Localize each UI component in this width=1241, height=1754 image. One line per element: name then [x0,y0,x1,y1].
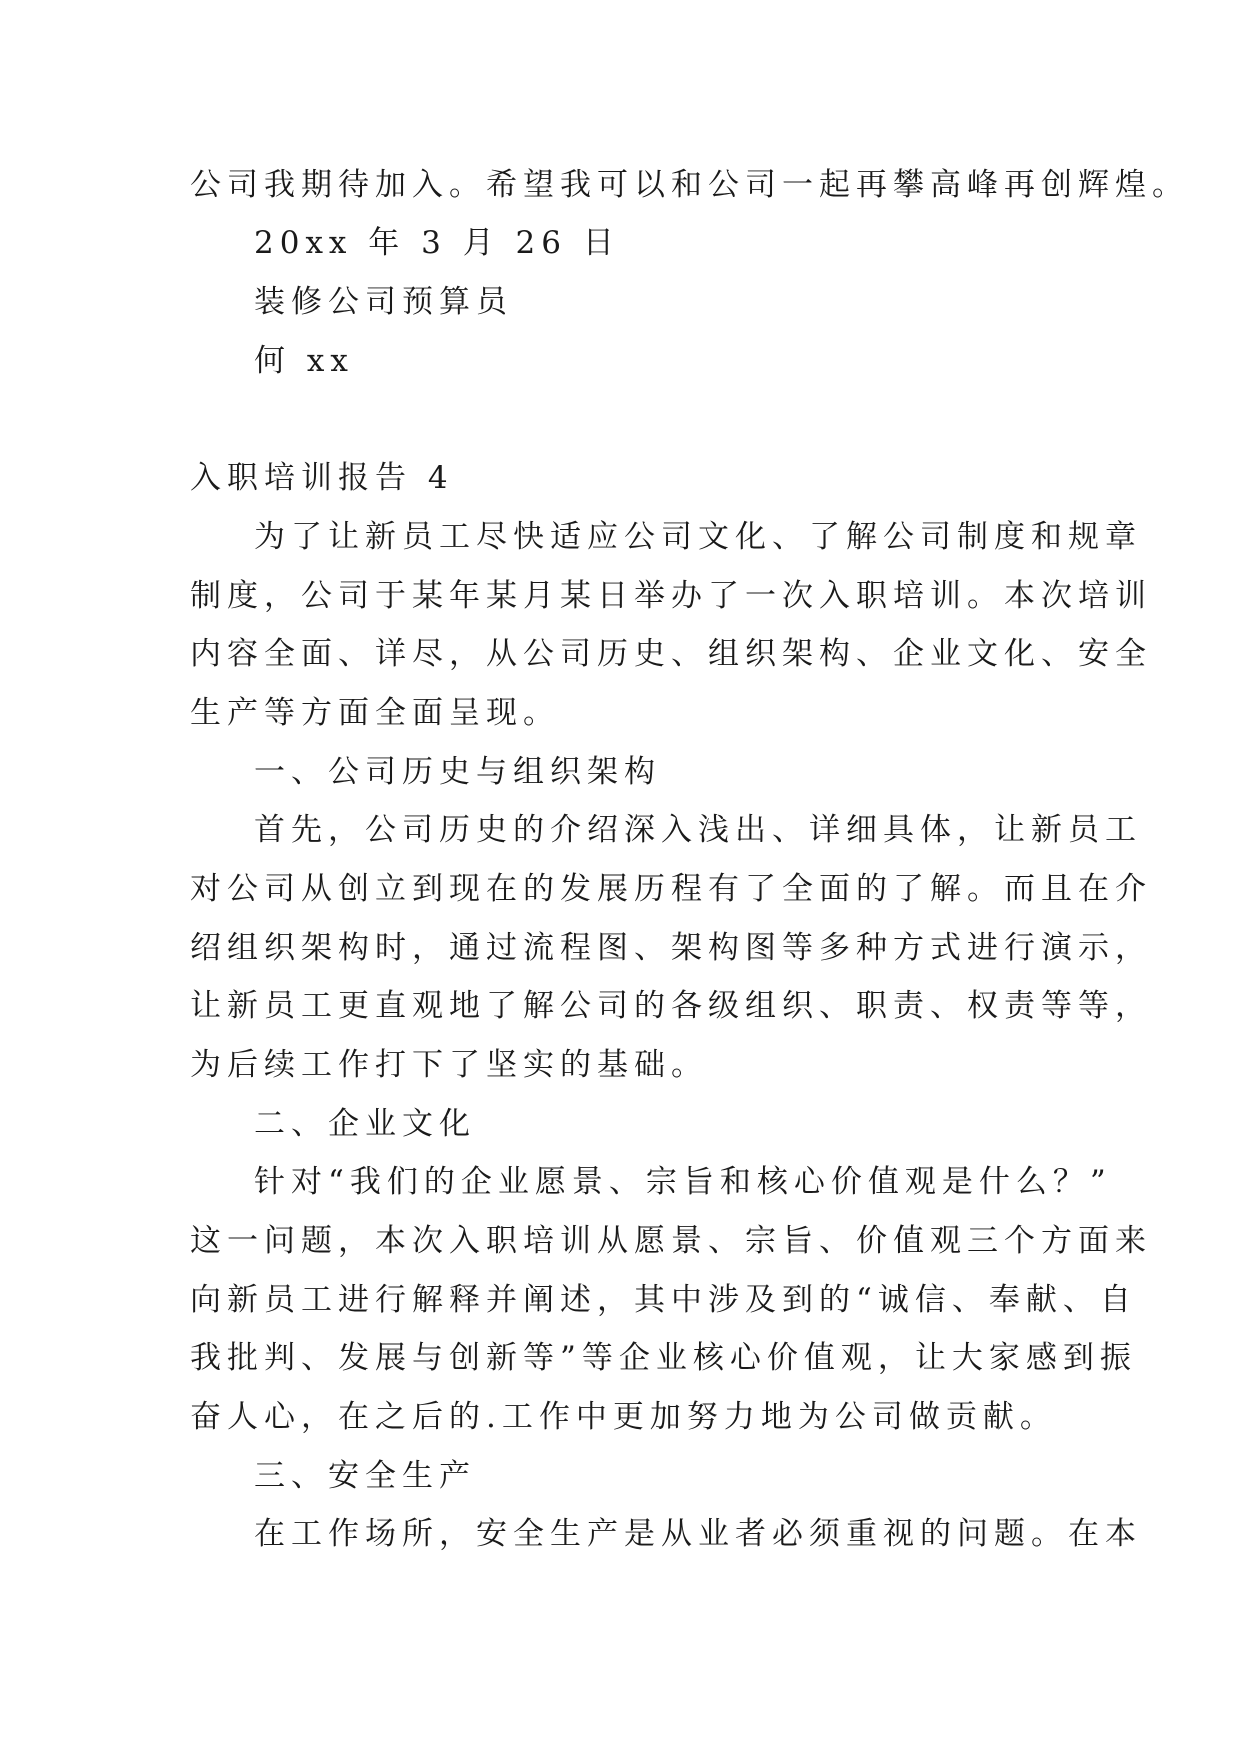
paragraph-line: 首先，公司历史的介绍深入浅出、详细具体，让新员工 [254,812,1142,848]
paragraph-line: 我批判、发展与创新等”等企业核心价值观，让大家感到振 [190,1340,1137,1376]
letter-date: 20xx 年 3 月 26 日 [254,225,620,261]
paragraph-line: 生产等方面全面呈现。 [190,695,560,731]
paragraph-line: 针对“我们的企业愿景、宗旨和核心价值观是什么？” [254,1164,1112,1200]
paragraph-line: 在工作场所，安全生产是从业者必须重视的问题。在本 [254,1516,1142,1552]
subsection-heading-history: 一、公司历史与组织架构 [254,754,661,790]
paragraph-line: 这一问题，本次入职培训从愿景、宗旨、价值观三个方面来 [190,1223,1152,1259]
subsection-heading-safety: 三、安全生产 [254,1458,476,1494]
paragraph-line: 绍组织架构时，通过流程图、架构图等多种方式进行演示， [190,930,1152,966]
subsection-heading-culture: 二、企业文化 [254,1106,476,1142]
signature-name: 何 xx [254,343,354,379]
paragraph-line: 为了让新员工尽快适应公司文化、了解公司制度和规章 [254,519,1142,555]
paragraph-line: 制度，公司于某年某月某日举办了一次入职培训。本次培训 [190,578,1152,614]
signature-position: 装修公司预算员 [254,284,513,320]
paragraph-line: 为后续工作打下了坚实的基础。 [190,1047,708,1083]
closing-line: 公司我期待加入。希望我可以和公司一起再攀高峰再创辉煌。 [190,167,1189,203]
paragraph-line: 内容全面、详尽，从公司历史、组织架构、企业文化、安全 [190,636,1152,672]
section-title: 入职培训报告 4 [190,460,454,496]
paragraph-line: 向新员工进行解释并阐述，其中涉及到的“诚信、奉献、自 [190,1282,1137,1318]
paragraph-line: 让新员工更直观地了解公司的各级组织、职责、权责等等， [190,988,1152,1024]
paragraph-line: 奋人心，在之后的.工作中更加努力地为公司做贡献。 [190,1399,1057,1435]
paragraph-line: 对公司从创立到现在的发展历程有了全面的了解。而且在介 [190,871,1152,907]
